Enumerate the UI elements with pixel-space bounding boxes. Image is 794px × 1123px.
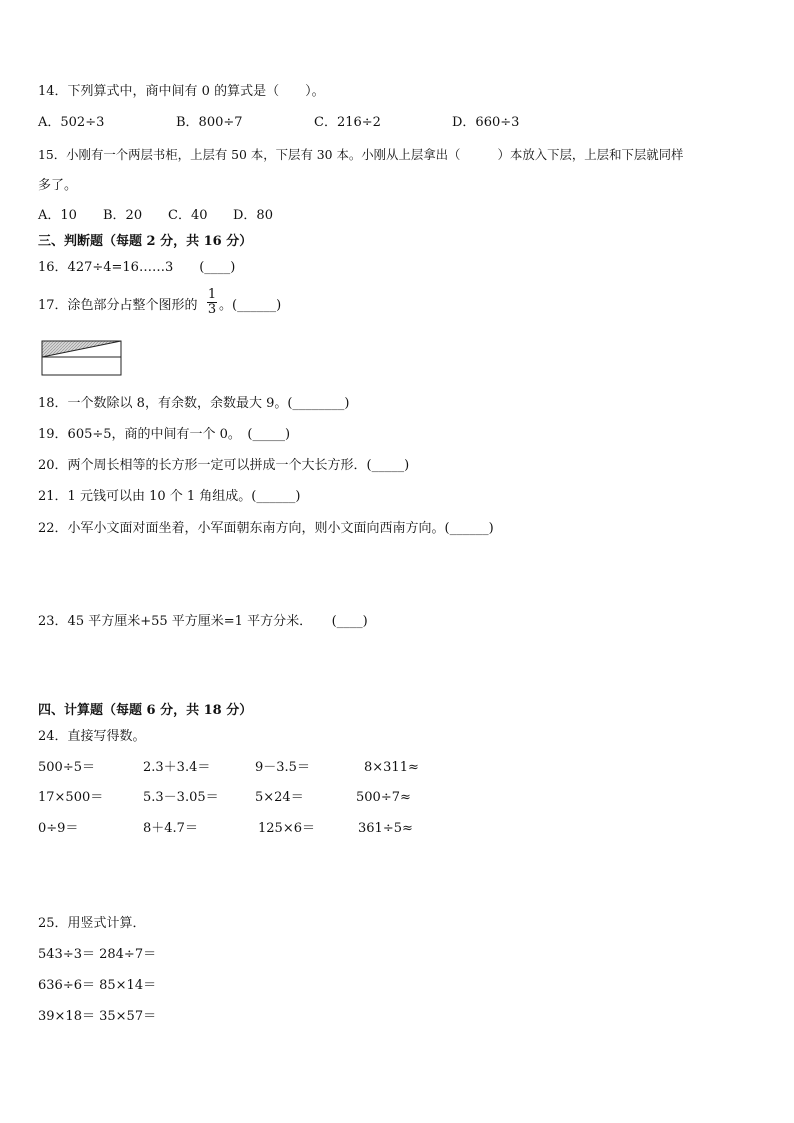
q15-option-b: B．20 <box>103 208 143 223</box>
q24-item: 2.3＋3.4＝ <box>143 760 211 775</box>
q24-item: 0÷9＝ <box>38 821 79 836</box>
q15-stem-line2: 多了。 <box>38 178 78 193</box>
q14-option-b: B．800÷7 <box>176 115 243 130</box>
q15-stem-line1: 15．小刚有一个两层书柜，上层有 50 本，下层有 30 本。小刚从上层拿出（ ）本放入下层，上层和下层就同样 <box>38 147 684 162</box>
q24-title: 24．直接写得数。 <box>38 729 146 744</box>
q17-fraction-denominator: 3 <box>207 302 217 317</box>
q20: 20．两个周长相等的长方形一定可以拼成一个大长方形．(_____) <box>38 458 410 473</box>
q14-option-d: D．660÷3 <box>452 115 520 130</box>
q14-option-c: C．216÷2 <box>314 115 381 130</box>
q15-option-d: D．80 <box>233 208 273 223</box>
section-3-title: 三、判断题（每题 2 分，共 16 分） <box>38 234 253 249</box>
q24-item: 361÷5≈ <box>358 821 413 836</box>
q17-figure <box>41 339 123 376</box>
q19: 19．605÷5，商的中间有一个 0。 (_____) <box>38 427 291 442</box>
q17-fraction <box>207 288 217 317</box>
q25-title: 25．用竖式计算． <box>38 916 146 931</box>
q18: 18．一个数除以 8，有余数，余数最大 9。(________) <box>38 396 350 411</box>
q25-row: 39×18＝ 35×57＝ <box>38 1009 157 1024</box>
q25-row: 543÷3＝ 284÷7＝ <box>38 947 157 962</box>
q21: 21．1 元钱可以由 10 个 1 角组成。(______) <box>38 489 301 504</box>
q14-stem: 14．下列算式中，商中间有 0 的算式是（ ）。 <box>38 84 325 99</box>
q25-row: 636÷6＝ 85×14＝ <box>38 978 157 993</box>
q24-item: 8＋4.7＝ <box>143 821 198 836</box>
q24-item: 125×6＝ <box>258 821 315 836</box>
q24-item: 9－3.5＝ <box>255 760 310 775</box>
q24-item: 500÷5＝ <box>38 760 95 775</box>
section-4-title: 四、计算题（每题 6 分，共 18 分） <box>38 703 253 718</box>
q15-option-c: C．40 <box>168 208 208 223</box>
q14-option-a: A．502÷3 <box>38 115 105 130</box>
q17-fraction-numerator: 1 <box>207 287 217 302</box>
q24-item: 5×24＝ <box>255 790 304 805</box>
q24-item: 8×311≈ <box>364 760 419 775</box>
q15-option-a: A．10 <box>38 208 77 223</box>
q24-item: 17×500＝ <box>38 790 104 805</box>
q17-suffix: 。(______) <box>219 298 282 313</box>
q24-item: 5.3－3.05＝ <box>143 790 219 805</box>
q17-prefix: 17．涂色部分占整个图形的 <box>38 298 198 313</box>
q23: 23．45 平方厘米+55 平方厘米=1 平方分米． (____) <box>38 614 368 629</box>
q24-item: 500÷7≈ <box>356 790 411 805</box>
q22: 22．小军小文面对面坐着，小军面朝东南方向，则小文面向西南方向。(______) <box>38 521 494 536</box>
q16: 16．427÷4=16……3 (____) <box>38 260 236 275</box>
